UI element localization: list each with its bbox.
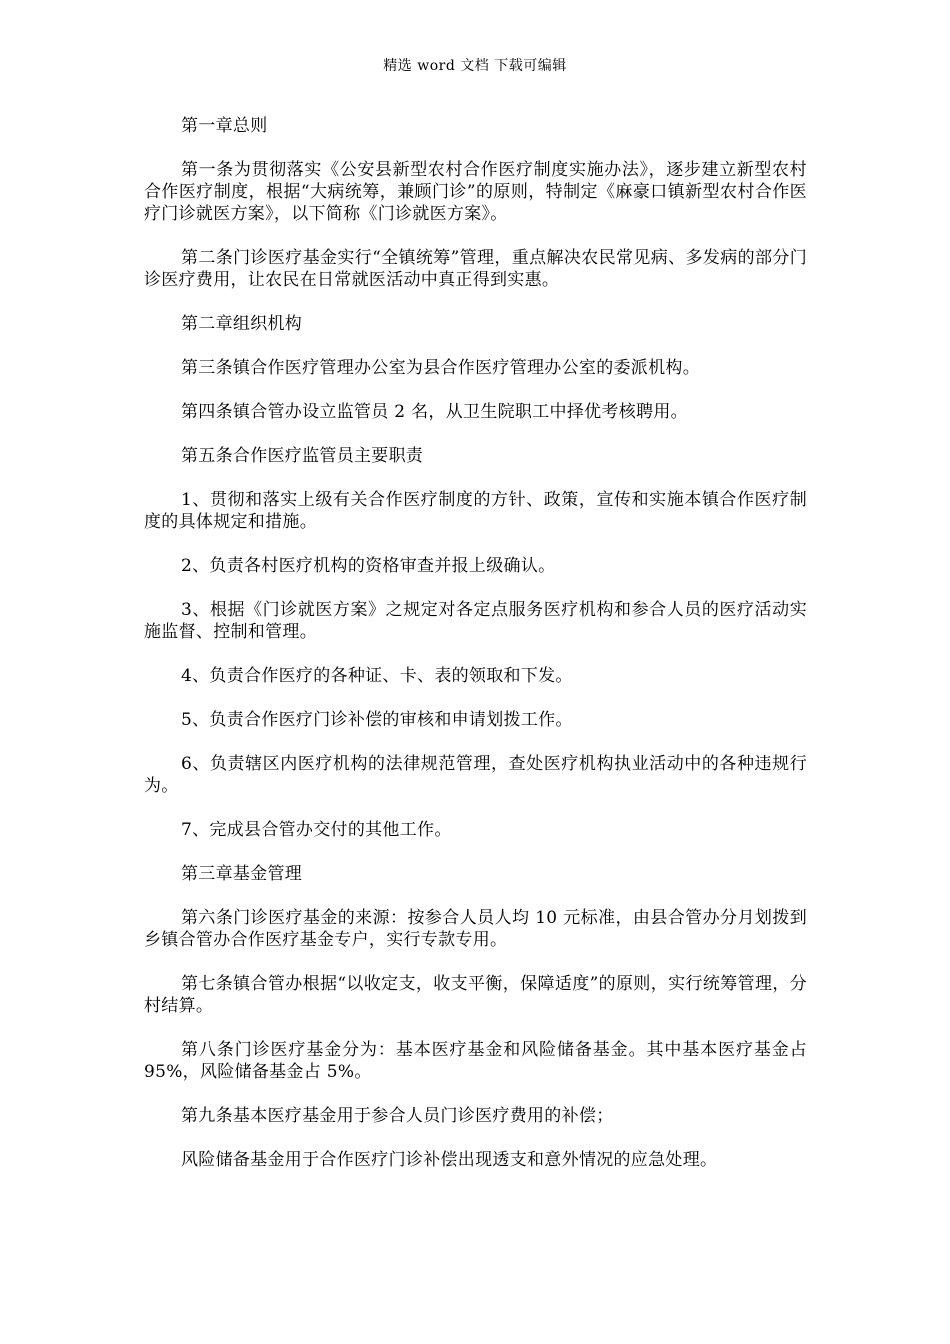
article-paragraph: 第七条镇合管办根据“以收定支，收支平衡，保障适度”的原则，实行统筹管理，分村结算。: [144, 974, 807, 1016]
article-paragraph: 风险储备基金用于合作医疗门诊补偿出现透支和意外情况的应急处理。: [181, 1150, 718, 1170]
list-item: 4、负责合作医疗的各种证、卡、表的领取和下发。: [181, 666, 573, 686]
list-item: 5、负责合作医疗门诊补偿的审核和申请划拨工作。: [181, 710, 573, 730]
article-paragraph: 第五条合作医疗监管员主要职责: [181, 446, 424, 466]
list-item: 6、负责辖区内医疗机构的法律规范管理，查处医疗机构执业活动中的各种违规行为。: [144, 754, 807, 796]
page-header: 精选 word 文档 下载可编辑: [383, 58, 567, 74]
chapter-heading: 第三章基金管理: [181, 864, 303, 884]
document-body: [144, 115, 807, 1193]
article-paragraph: 第八条门诊医疗基金分为：基本医疗基金和风险储备基金。其中基本医疗基金占 95%，风险储备基金占 5%。: [144, 1040, 807, 1082]
article-paragraph: 第九条基本医疗基金用于参合人员门诊医疗费用的补偿；: [181, 1106, 614, 1126]
article-paragraph: 第四条镇合管办设立监管员 2 名，从卫生院职工中择优考核聘用。: [181, 402, 688, 422]
article-paragraph: 第三条镇合作医疗管理办公室为县合作医疗管理办公室的委派机构。: [181, 358, 700, 378]
chapter-heading: 第一章总则: [181, 116, 268, 136]
chapter-heading: 第二章组织机构: [181, 314, 303, 334]
list-item: 1、贯彻和落实上级有关合作医疗制度的方针、政策，宣传和实施本镇合作医疗制度的具体规定和措施。: [144, 490, 807, 532]
list-item: 2、负责各村医疗机构的资格审查并报上级确认。: [181, 556, 556, 576]
list-item: 7、完成县合管办交付的其他工作。: [181, 820, 452, 840]
article-paragraph: 第六条门诊医疗基金的来源：按参合人员人均 10 元标准，由县合管办分月划拨到乡镇合管办合作医疗基金专户，实行专款专用。: [144, 908, 807, 950]
article-paragraph: 第二条门诊医疗基金实行“全镇统筹”管理，重点解决农民常见病、多发病的部分门诊医疗费用，让农民在日常就医活动中真正得到实惠。: [144, 248, 807, 290]
article-paragraph: 第一条为贯彻落实《公安县新型农村合作医疗制度实施办法》，逐步建立新型农村合作医疗制度，根据“大病统筹，兼顾门诊”的原则，特制定《麻豪口镇新型农村合作医疗门诊就医方案》，以下简称《门诊就医方案》。: [144, 160, 807, 224]
list-item: 3、根据《门诊就医方案》之规定对各定点服务医疗机构和参合人员的医疗活动实施监督、控制和管理。: [144, 600, 807, 642]
